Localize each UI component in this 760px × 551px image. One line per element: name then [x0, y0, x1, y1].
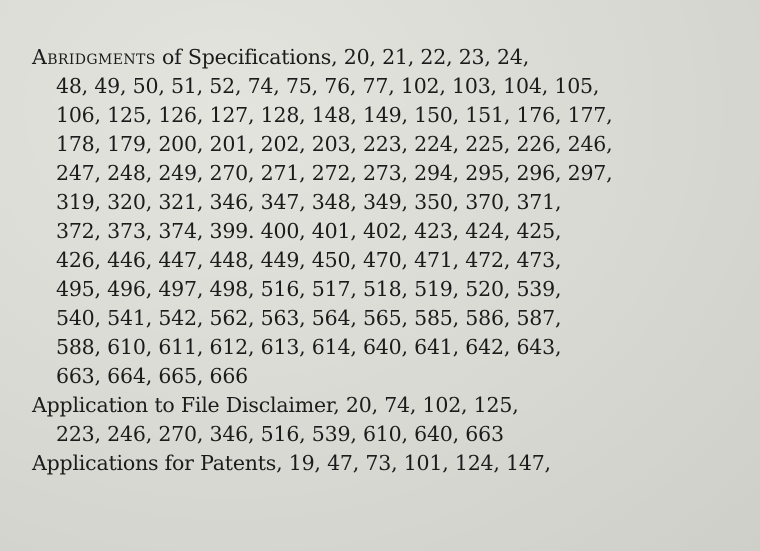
- entry-continuation-line: 540, 541, 542, 562, 563, 564, 565, 585, 586, 587,: [56, 306, 562, 330]
- entry-continuation-line: 426, 446, 447, 448, 449, 450, 470, 471, 472, 473,: [56, 248, 562, 272]
- entry-continuation-line: 495, 496, 497, 498, 516, 517, 518, 519, 520, 539,: [56, 277, 562, 301]
- entry-continuation-line: 48, 49, 50, 51, 52, 74, 75, 76, 77, 102, 103, 104, 105,: [56, 74, 600, 98]
- entry-continuation-line: 247, 248, 249, 270, 271, 272, 273, 294, 295, 296, 297,: [56, 161, 613, 185]
- index-entry-disclaimer: [32, 391, 740, 449]
- entry-continuation-line: 178, 179, 200, 201, 202, 203, 223, 224, 225, 226, 246,: [56, 132, 613, 156]
- entry-continuation-line: 588, 610, 611, 612, 613, 614, 640, 641, 642, 643,: [56, 335, 562, 359]
- entry-heading: Abridgments: [32, 45, 156, 69]
- entry-first-line: Application to File Disclaimer, 20, 74, 102, 125,: [32, 393, 519, 417]
- index-entry-abridgments: [32, 43, 740, 391]
- entry-continuation-line: 372, 373, 374, 399. 400, 401, 402, 423, 424, 425,: [56, 219, 562, 243]
- index-entry-applications: [32, 449, 740, 478]
- entry-first-line: [32, 43, 740, 72]
- entry-first-line: Applications for Patents, 19, 47, 73, 101, 124, 147,: [32, 451, 551, 475]
- entry-continuation-line: 223, 246, 270, 346, 516, 539, 610, 640, 663: [56, 422, 504, 446]
- entry-continuation-line: 319, 320, 321, 346, 347, 348, 349, 350, 370, 371,: [56, 190, 562, 214]
- entry-continuation-line: 106, 125, 126, 127, 128, 148, 149, 150, 151, 176, 177,: [56, 103, 613, 127]
- entry-continuation-line: 663, 664, 665, 666: [56, 364, 249, 388]
- entry-first-line-text: of Specifications, 20, 21, 22, 23, 24,: [155, 45, 530, 69]
